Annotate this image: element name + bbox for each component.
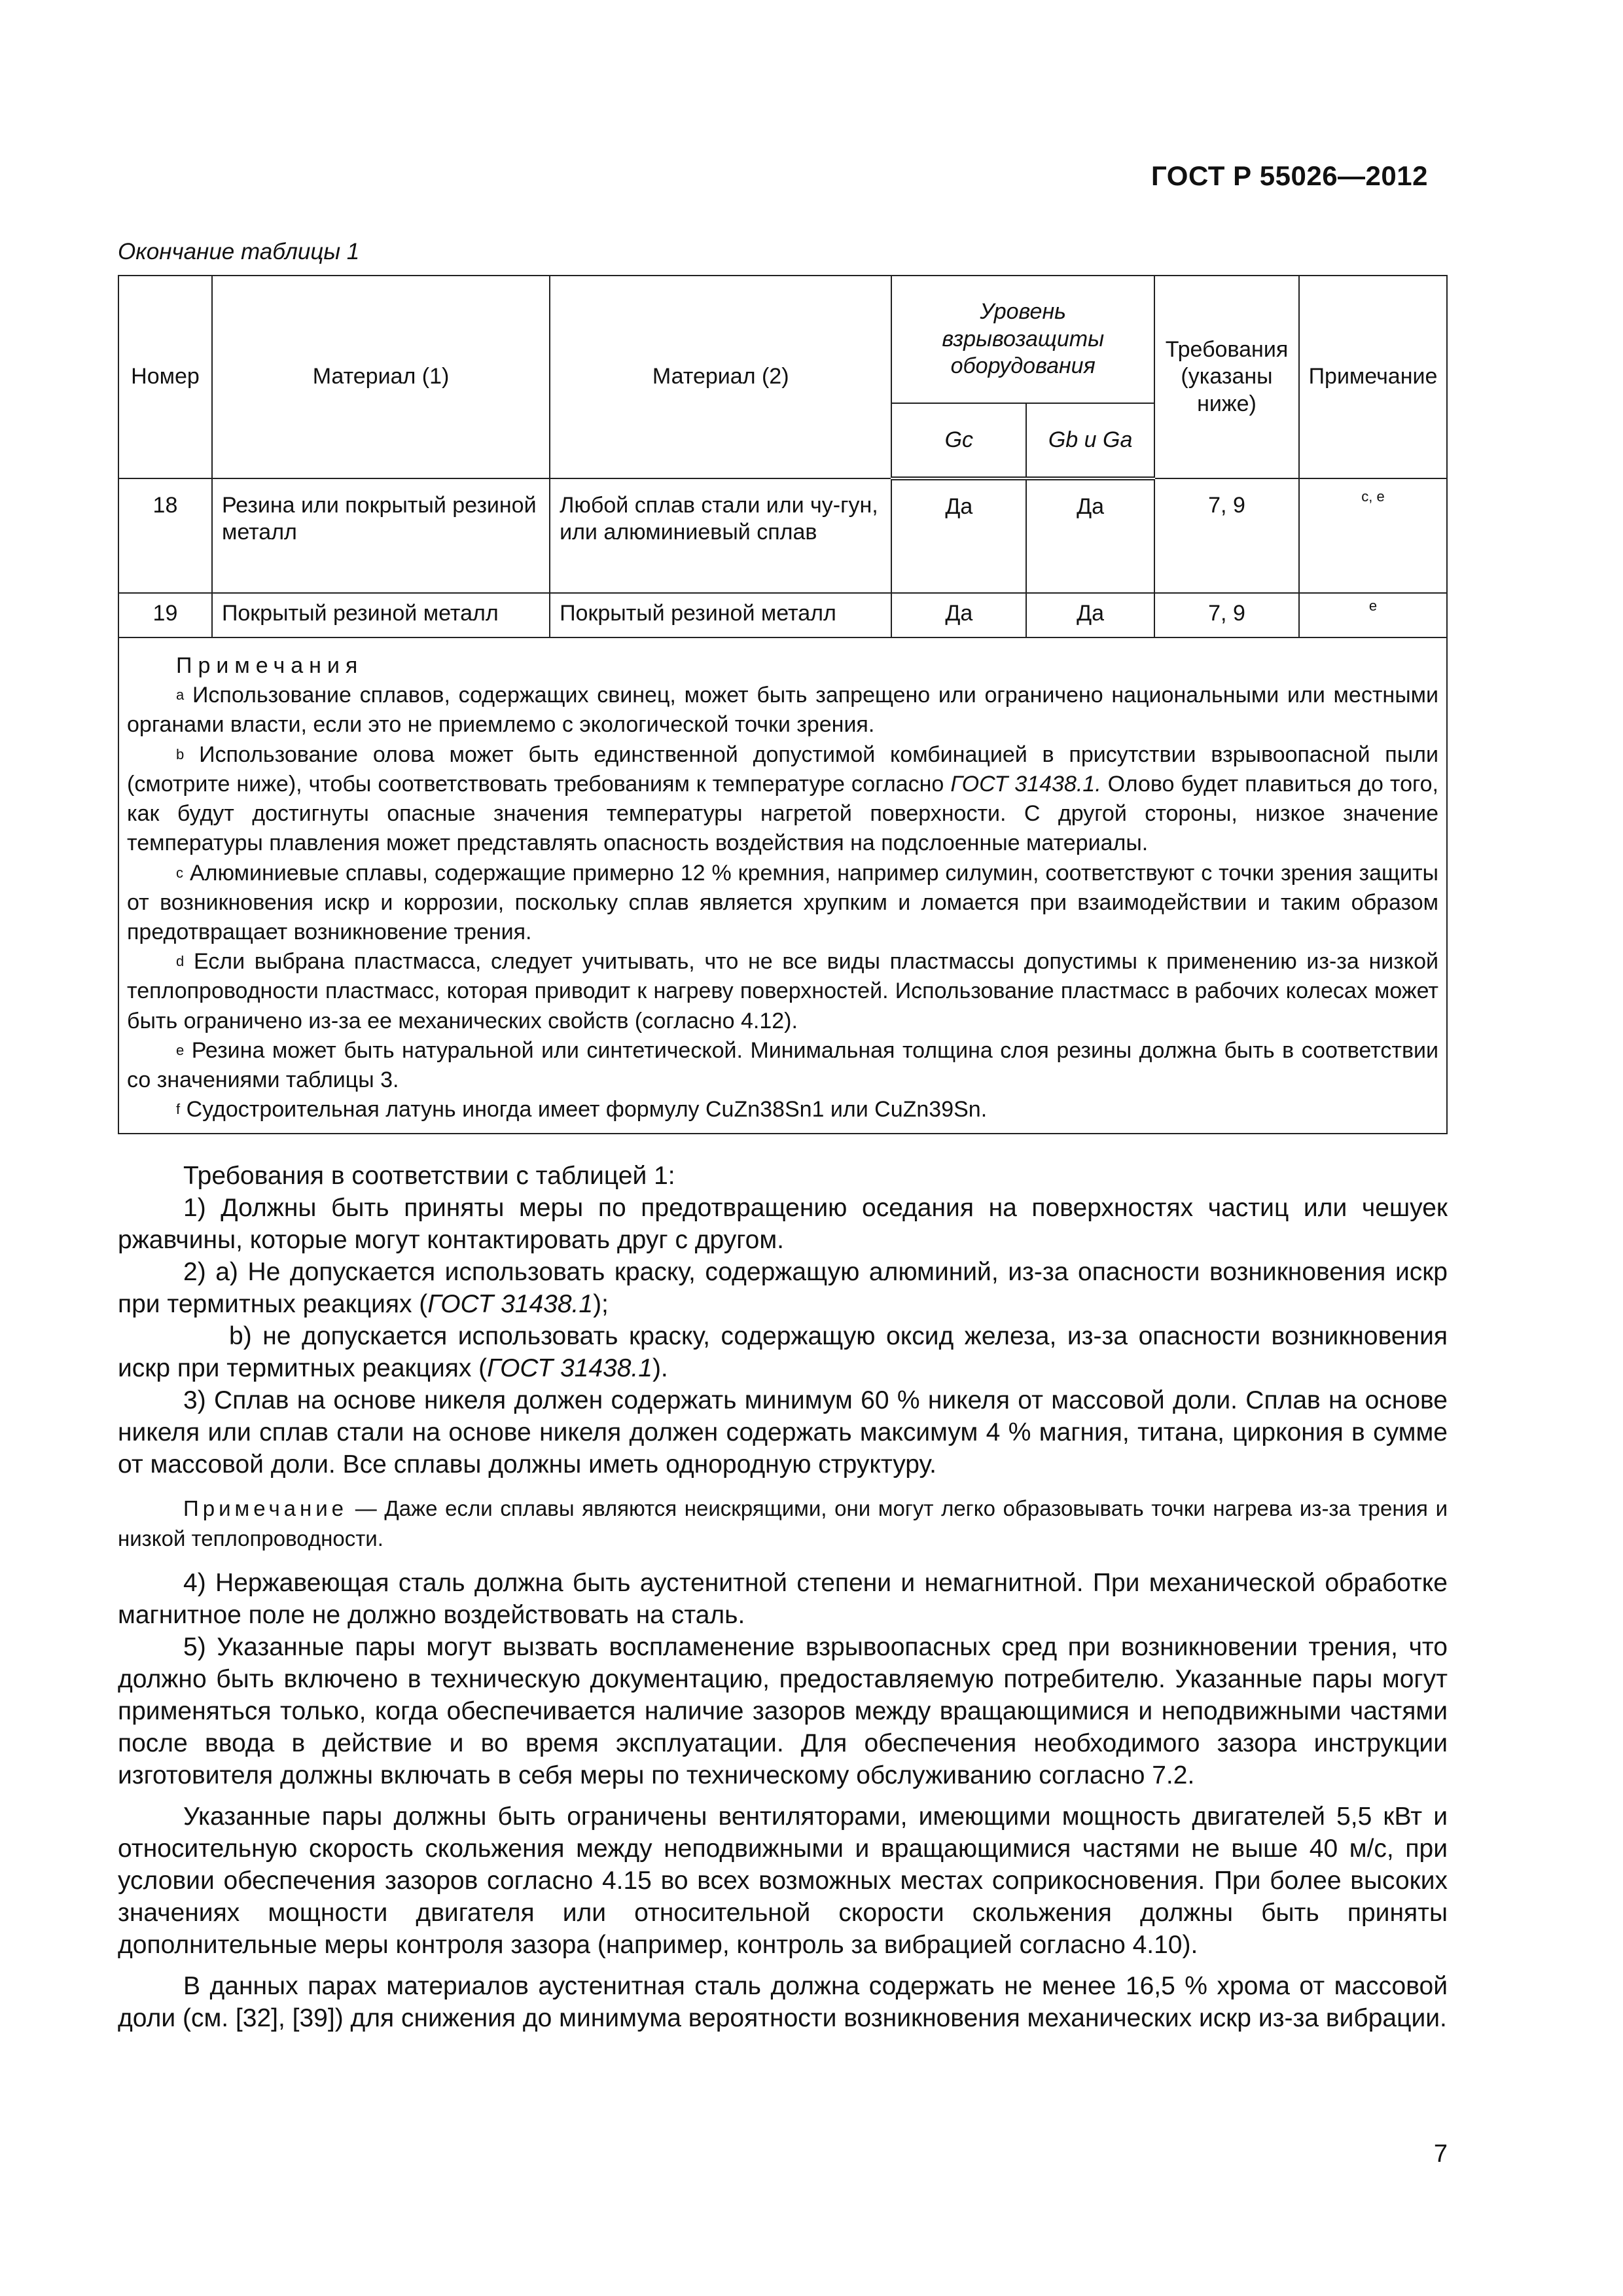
note-text: — Даже если сплавы являются неискрящими, они могут легко образовывать точки нагрева из-за трения и низкой теплопроводности. xyxy=(118,1496,1448,1551)
footnote-a xyxy=(127,681,1438,740)
table-row xyxy=(118,593,1447,637)
header-number: Номер xyxy=(118,276,212,478)
footnote-c xyxy=(127,859,1438,948)
requirement-2b xyxy=(118,1320,1448,1384)
cell-gb-ga: Да xyxy=(1026,478,1154,593)
footnote-mark: c xyxy=(176,864,183,881)
table-notes xyxy=(118,637,1447,1134)
requirements-intro: Требования в соответствии с таблицей 1: xyxy=(183,1162,675,1190)
table-caption: Окончание таблицы 1 xyxy=(118,239,360,264)
header-material-2: Материал (2) xyxy=(550,276,891,478)
standard-reference: ГОСТ 31438.1 xyxy=(427,1290,594,1318)
cell-note: c, e xyxy=(1299,478,1447,593)
footnote-text: Резина может быть натуральной или синтетической. Минимальная толщина слоя резины должна быть в соответствии со значениями таблицы 3. xyxy=(127,1037,1438,1093)
standard-reference: ГОСТ 31438.1. xyxy=(950,771,1101,797)
cell-number: 19 xyxy=(118,593,212,637)
footnote-e xyxy=(127,1036,1438,1095)
standard-reference: ГОСТ 31438.1 xyxy=(487,1354,652,1382)
page-number: 7 xyxy=(1433,2140,1448,2168)
header-gb-ga: Gb и Ga xyxy=(1026,403,1154,478)
header-gc: Gc xyxy=(891,403,1026,478)
footnote-mark: a xyxy=(176,687,185,704)
paragraph-text: 2) а) Не допускается использовать краску, содержащую алюминий, из-за опасности возникновения искр при термитных реакциях ( xyxy=(118,1258,1448,1318)
cell-note: e xyxy=(1299,593,1447,637)
materials-table xyxy=(118,275,1448,1134)
cell-number: 18 xyxy=(118,478,212,593)
footnote-mark: e xyxy=(176,1041,185,1058)
footnote-text: Алюминиевые сплавы, содержащие примерно 12 % кремния, например силумин, соответствуют с точки зрения защиты от возникновения искр и коррозии, поскольку сплав является хрупким и ломается при взаимодействии и таким образом предотвращает возникновение трения. xyxy=(127,860,1438,944)
cell-material-2: Покрытый резиной металл xyxy=(550,593,891,637)
note-label: Примечание xyxy=(183,1496,348,1520)
cell-material-2: Любой сплав стали или чу-гун, или алюминиевый сплав xyxy=(550,478,891,593)
requirement-3: 3) Сплав на основе никеля должен содержать минимум 60 % никеля от массовой доли. Сплав на основе никеля или сплав стали на основе никеля должен содержать максимум 4 % магния, титана, циркония в сумме от массовой доли. Все сплавы должны иметь однородную структуру. xyxy=(118,1386,1448,1479)
cell-requirements: 7, 9 xyxy=(1154,478,1299,593)
cell-gc: Да xyxy=(891,593,1026,637)
paragraph-text: b) не допускается использовать краску, содержащую оксид железа, из-за опасности возникновения искр при термитных реакциях ( xyxy=(118,1322,1448,1382)
footnote-mark: d xyxy=(176,953,185,970)
header-note: Примечание xyxy=(1299,276,1447,478)
header-requirements: Требования (указаны ниже) xyxy=(1154,276,1299,478)
cell-material-1: Покрытый резиной металл xyxy=(212,593,550,637)
cell-gb-ga: Да xyxy=(1026,593,1154,637)
header-material-1: Материал (1) xyxy=(212,276,550,478)
paragraph-text: ); xyxy=(593,1290,609,1318)
header-protection-level: Уровень взрывозащиты оборудования xyxy=(891,276,1154,403)
footnote-text: Если выбрана пластмасса, следует учитывать, что не все виды пластмассы допустимы к применению из-за низкой теплопроводности пластмасс, которая приводит к нагреву поверхностей. Использование пластмасс в рабочих колесах может быть ограничено из-за ее механических свойств (согласно 4.12). xyxy=(127,949,1438,1033)
requirement-1: 1) Должны быть приняты меры по предотвращению оседания на поверхностях частиц или чешуек ржавчины, которые могут контактировать друг с другом. xyxy=(118,1194,1448,1254)
note xyxy=(118,1494,1448,1554)
footnote-text: Олово будет плавиться до того, как будут достигнуты опасные значения температуры нагретой поверхности. С другой стороны, низкое значение температуры плавления может представлять опасность воздействия на подслоенные материалы. xyxy=(127,771,1438,856)
body-text xyxy=(118,1160,1448,2034)
footnote-mark: b xyxy=(176,745,185,762)
footnote-b xyxy=(127,740,1438,859)
footnote-f xyxy=(127,1095,1438,1124)
footnote-d xyxy=(127,947,1438,1036)
footnote-mark: f xyxy=(176,1101,181,1118)
requirement-4: 4) Нержавеющая сталь должна быть аустенитной степени и немагнитной. При механической обработке магнитное поле не должно воздействовать на сталь. xyxy=(118,1569,1448,1629)
footnote-text: Использование сплавов, содержащих свинец, может быть запрещено или ограничено национальными или местными органами власти, если это не приемлемо с экологической точки зрения. xyxy=(127,683,1438,738)
footnote-text: Судостроительная латунь иногда имеет формулу CuZn38Sn1 или CuZn39Sn. xyxy=(186,1097,988,1122)
paragraph: Указанные пары должны быть ограничены вентиляторами, имеющими мощность двигателей 5,5 кВт и относительную скорость скольжения между неподвижными и вращающимися частями не выше 40 м/с, при условии обеспечения зазоров согласно 4.15 во всех возможных местах соприкосновения. При более высоких значениях мощности двигателя или относительной скорости скольжения должны быть приняты дополнительные меры контроля зазора (например, контроль за вибрацией согласно 4.10). xyxy=(118,1803,1448,1959)
paragraph: В данных парах материалов аустенитная сталь должна содержать не менее 16,5 % хрома от массовой доли (см. [32], [39]) для снижения до минимума вероятности возникновения механических искр из-за вибрации. xyxy=(118,1972,1448,2032)
footnote-text: Использование олова может быть единственной допустимой комбинацией в присутствии взрывоопасной пыли (смотрите ниже), чтобы соответствовать требованиям к температуре согласно xyxy=(127,742,1438,797)
cell-gc: Да xyxy=(891,478,1026,593)
cell-requirements: 7, 9 xyxy=(1154,593,1299,637)
notes-title: Примечания xyxy=(176,653,364,678)
cell-material-1: Резина или покрытый резиной металл xyxy=(212,478,550,593)
requirement-5: 5) Указанные пары могут вызвать воспламенение взрывоопасных сред при возникновении трения, что должно быть включено в техническую документацию, предоставляемую потребителю. Указанные пары могут применяться только, когда обеспечивается наличие зазоров между вращающимися и неподвижными частями после ввода в действие и во время эксплуатации. Для обеспечения необходимого зазора инструкции изготовителя должны включать в себя меры по техническому обслуживанию согласно 7.2. xyxy=(118,1633,1448,1789)
document-code: ГОСТ Р 55026—2012 xyxy=(1151,160,1428,191)
paragraph-text: ). xyxy=(652,1354,668,1382)
table-row xyxy=(118,478,1447,593)
requirement-2a xyxy=(118,1256,1448,1320)
